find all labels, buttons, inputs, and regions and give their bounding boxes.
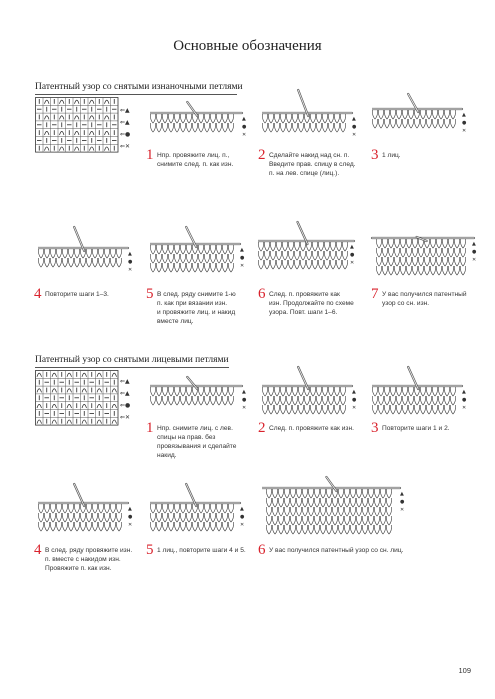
step-text: 1 лиц. bbox=[382, 152, 401, 159]
svg-text:●: ● bbox=[242, 397, 247, 403]
svg-text:●: ● bbox=[128, 259, 133, 265]
step-text: У вас получился патентный узор со сн. изн. bbox=[382, 291, 467, 307]
s1-step-3 bbox=[371, 148, 451, 168]
page-title: Основные обозначения bbox=[173, 38, 322, 54]
svg-text:●: ● bbox=[472, 249, 477, 255]
s2-step-1 bbox=[146, 421, 254, 465]
legend-row-3: ⇐● bbox=[120, 131, 131, 138]
section-1-chart-legend bbox=[120, 104, 142, 152]
s2-step-4 bbox=[34, 543, 144, 575]
svg-text:●: ● bbox=[400, 499, 405, 505]
section-2-rule bbox=[35, 367, 229, 368]
page-number: 109 bbox=[458, 666, 471, 675]
svg-text:▲: ▲ bbox=[462, 112, 466, 118]
legend-row-4: ⇐✕ bbox=[120, 414, 131, 421]
s1-step-2 bbox=[258, 148, 368, 188]
s2-step-3 bbox=[371, 421, 481, 441]
step-number: 3 bbox=[371, 420, 379, 436]
svg-text:✕: ✕ bbox=[462, 128, 467, 134]
s1-step-7-illustration bbox=[370, 235, 480, 280]
section-1-rule bbox=[35, 94, 237, 95]
svg-text:✕: ✕ bbox=[240, 263, 245, 269]
svg-text:▲: ▲ bbox=[352, 389, 356, 395]
step-number: 2 bbox=[258, 420, 266, 436]
svg-text:●: ● bbox=[242, 124, 247, 130]
svg-text:▲: ▲ bbox=[128, 506, 132, 512]
svg-text:✕: ✕ bbox=[472, 257, 477, 263]
svg-text:▲: ▲ bbox=[352, 116, 356, 122]
step-text: След. п. провяжите как изн. bbox=[269, 425, 354, 432]
svg-text:✕: ✕ bbox=[242, 405, 247, 411]
svg-text:✕: ✕ bbox=[240, 522, 245, 528]
svg-text:✕: ✕ bbox=[128, 522, 133, 528]
svg-text:●: ● bbox=[352, 397, 357, 403]
legend-row-2: ⇐▲ bbox=[120, 119, 130, 126]
step-text: В след. ряду провяжите изн. п. вместе с накидом изн. Провяжите п. как изн. bbox=[45, 547, 133, 572]
svg-text:▲: ▲ bbox=[462, 389, 466, 395]
step-number: 6 bbox=[258, 286, 266, 302]
s1-step-5-illustration bbox=[150, 225, 250, 280]
svg-text:✕: ✕ bbox=[350, 260, 355, 266]
svg-text:▲: ▲ bbox=[350, 244, 354, 250]
step-text: Нпр. снимите лиц. с лев. спицы на прав. без провязывания и сделайте накид. bbox=[157, 425, 237, 459]
step-number: 5 bbox=[146, 286, 154, 302]
svg-text:✕: ✕ bbox=[462, 405, 467, 411]
step-number: 1 bbox=[146, 147, 154, 163]
svg-text:●: ● bbox=[350, 252, 355, 258]
section-2-chart-legend bbox=[120, 375, 142, 423]
svg-text:●: ● bbox=[352, 124, 357, 130]
s1-step-7 bbox=[371, 287, 481, 311]
s2-step-5 bbox=[146, 543, 256, 563]
s2-step-6 bbox=[258, 543, 448, 563]
s2-step-4-illustration bbox=[38, 482, 138, 540]
legend-row-4: ⇐✕ bbox=[120, 143, 131, 150]
svg-text:✕: ✕ bbox=[242, 132, 247, 138]
step-text: Повторите шаги 1–3. bbox=[45, 291, 109, 298]
legend-row-2: ⇐▲ bbox=[120, 390, 130, 397]
s1-step-4 bbox=[34, 287, 144, 307]
section-2-pattern-chart bbox=[35, 370, 119, 426]
section-1-title: Патентный узор со снятыми изнаночными петлями bbox=[35, 82, 243, 92]
step-text: Сделайте накид над сн. п. Введите прав. спицу в след. п. на лев. спице (лиц.). bbox=[269, 152, 356, 177]
s1-step-3-illustration bbox=[372, 92, 472, 144]
s2-step-1-illustration bbox=[150, 375, 250, 420]
step-number: 4 bbox=[34, 542, 42, 558]
s2-step-3-illustration bbox=[372, 365, 482, 420]
s2-step-2 bbox=[258, 421, 368, 441]
step-number: 3 bbox=[371, 147, 379, 163]
s1-step-6-illustration bbox=[258, 220, 358, 280]
svg-text:▲: ▲ bbox=[472, 241, 476, 247]
step-number: 2 bbox=[258, 147, 266, 163]
svg-text:●: ● bbox=[240, 255, 245, 261]
svg-text:▲: ▲ bbox=[400, 491, 404, 497]
svg-text:●: ● bbox=[240, 514, 245, 520]
svg-text:✕: ✕ bbox=[400, 507, 405, 513]
s1-step-1 bbox=[146, 148, 254, 178]
step-number: 7 bbox=[371, 286, 379, 302]
section-1-pattern-chart bbox=[35, 97, 119, 153]
step-text: Повторите шаги 1 и 2. bbox=[382, 425, 450, 432]
svg-text:▲: ▲ bbox=[240, 506, 244, 512]
step-text: У вас получился патентный узор со сн. лиц. bbox=[269, 547, 404, 554]
svg-text:●: ● bbox=[128, 514, 133, 520]
step-number: 5 bbox=[146, 542, 154, 558]
s2-step-2-illustration bbox=[262, 365, 362, 420]
svg-text:▲: ▲ bbox=[242, 389, 246, 395]
svg-text:▲: ▲ bbox=[242, 116, 246, 122]
step-number: 6 bbox=[258, 542, 266, 558]
step-number: 1 bbox=[146, 420, 154, 436]
step-number: 4 bbox=[34, 286, 42, 302]
section-2-title: Патентный узор со снятыми лицевыми петлями bbox=[35, 355, 229, 365]
s1-step-4-illustration bbox=[38, 225, 138, 280]
step-text: В след. ряду снимите 1-ю п. как при вязании изн. и провяжите лиц. и накид вместе лиц. bbox=[157, 291, 236, 325]
step-text: След. п. провяжите как изн. Продолжайте по схеме узора. Повт. шаги 1–6. bbox=[269, 291, 354, 316]
step-text: Нпр. провяжите лиц. п., снимите след. п. как изн. bbox=[157, 152, 234, 168]
s2-step-5-illustration bbox=[150, 482, 250, 540]
s2-step-6-illustration bbox=[262, 475, 412, 540]
s1-step-5 bbox=[146, 287, 254, 329]
s1-step-6 bbox=[258, 287, 368, 321]
svg-text:✕: ✕ bbox=[352, 132, 357, 138]
svg-text:▲: ▲ bbox=[240, 247, 244, 253]
svg-text:●: ● bbox=[462, 120, 467, 126]
svg-text:▲: ▲ bbox=[128, 251, 132, 257]
s1-step-1-illustration bbox=[150, 100, 250, 145]
s1-step-2-illustration bbox=[262, 88, 362, 145]
legend-row-3: ⇐● bbox=[120, 402, 131, 409]
svg-text:●: ● bbox=[462, 397, 467, 403]
svg-text:✕: ✕ bbox=[128, 267, 133, 273]
legend-row-1: ⇐▲ bbox=[120, 107, 130, 114]
step-text: 1 лиц., повторите шаги 4 и 5. bbox=[157, 547, 246, 554]
svg-text:✕: ✕ bbox=[352, 405, 357, 411]
legend-row-1: ⇐▲ bbox=[120, 378, 130, 385]
